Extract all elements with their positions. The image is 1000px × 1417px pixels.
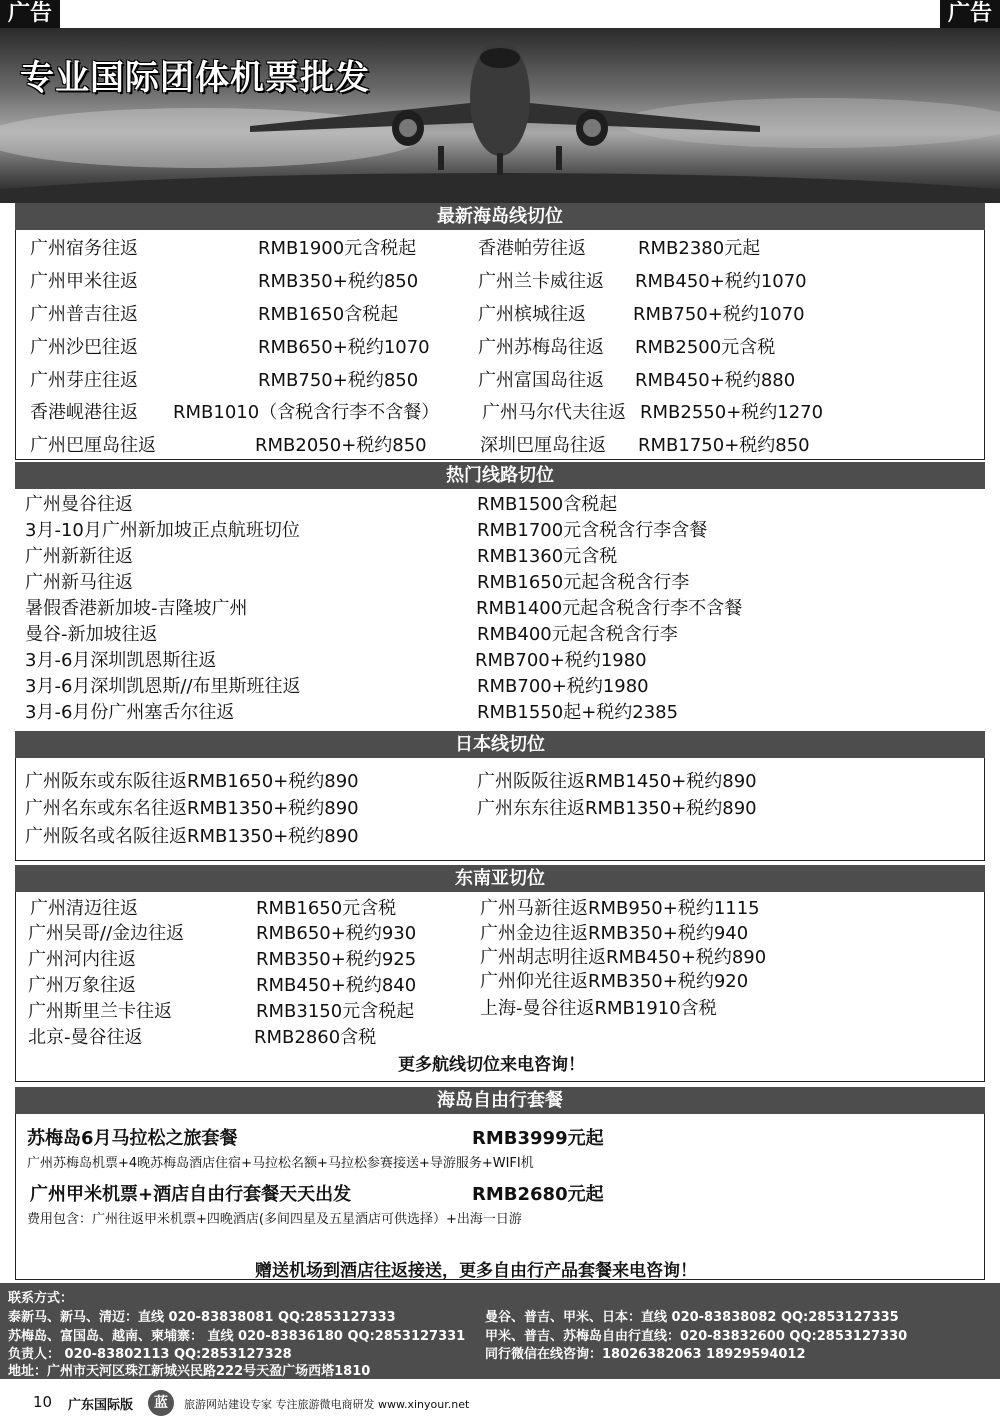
hot-name: 暑假香港新加坡-吉隆坡广州 [25, 598, 248, 619]
footer [0, 1388, 1000, 1417]
island-a-name: 广州沙巴往返 [30, 337, 138, 358]
sea-left-name: 广州清迈往返 [30, 898, 138, 919]
island-b-price: RMB450+税约880 [635, 370, 796, 391]
section-header-island: 最新海岛线切位 [15, 203, 985, 230]
banner-title: 专业国际团体机票批发 [20, 58, 370, 98]
hot-price: RMB1700元含税含行李含餐 [477, 520, 708, 541]
hot-name: 3月-6月深圳凯恩斯往返 [25, 650, 217, 671]
island-b-price: RMB450+税约1070 [635, 271, 807, 292]
page-number: 10 [33, 1393, 53, 1411]
package-1-desc: 广州苏梅岛机票+4晚苏梅岛酒店住宿+马拉松名额+马拉松参赛接送+导游服务+WIFI机 [27, 1156, 534, 1171]
sea-left-name: 广州吴哥//金边往返 [28, 923, 185, 944]
hot-name: 广州曼谷往返 [25, 494, 133, 515]
ad-tag-left: 广告 [0, 0, 60, 28]
island-b-price: RMB2380元起 [638, 238, 761, 259]
island-b-price: RMB750+税约1070 [633, 304, 805, 325]
hot-price: RMB400元起含税含行李 [477, 624, 678, 645]
japan-left-item: 广州名东或东名往返RMB1350+税约890 [25, 798, 359, 819]
island-b-price: RMB2500元含税 [635, 337, 776, 358]
sea-right-item: 广州胡志明往返RMB450+税约890 [480, 947, 767, 968]
island-b-name: 广州兰卡威往返 [478, 271, 604, 292]
sea-left-price: RMB450+税约840 [256, 975, 417, 996]
island-a-price: RMB1650含税起 [258, 304, 399, 325]
sea-left-name: 广州河内往返 [28, 949, 136, 970]
hot-price: RMB1550起+税约2385 [477, 702, 679, 723]
island-a-price: RMB650+税约1070 [258, 337, 430, 358]
package-1-price: RMB3999元起 [472, 1128, 604, 1149]
island-a-name: 广州宿务往返 [30, 238, 138, 259]
island-b-price: RMB1750+税约850 [638, 435, 810, 456]
island-b-name: 广州苏梅岛往返 [478, 337, 604, 358]
japan-left-item: 广州阪名或名阪往返RMB1350+税约890 [25, 826, 359, 847]
hot-name: 广州新马往返 [25, 572, 133, 593]
package-2-title: 广州甲米机票+酒店自由行套餐天天出发 [30, 1184, 352, 1205]
section-header-sea: 东南亚切位 [15, 865, 985, 892]
island-a-price: RMB750+税约850 [258, 370, 419, 391]
logo-icon: 蓝 [148, 1390, 174, 1416]
hot-price: RMB1500含税起 [477, 494, 618, 515]
island-b-name: 深圳巴厘岛往返 [480, 435, 606, 456]
sea-right-item: 上海-曼谷往返RMB1910含税 [480, 998, 717, 1019]
hot-price: RMB1650元起含税含行李 [477, 572, 690, 593]
island-a-price: RMB2050+税约850 [255, 435, 427, 456]
contact-panel [0, 1283, 1000, 1379]
island-a-name: 广州甲米往返 [30, 271, 138, 292]
sea-note: 更多航线切位来电咨询！ [398, 1055, 585, 1075]
sea-right-item: 广州马新往返RMB950+税约1115 [480, 898, 760, 919]
island-b-price: RMB2550+税约1270 [640, 402, 824, 423]
island-a-price: RMB1010（含税含行李不含餐） [173, 402, 440, 423]
island-b-name: 广州槟城往返 [478, 304, 586, 325]
sea-left-price: RMB2860含税 [254, 1027, 377, 1048]
hot-name: 3月-6月深圳凯恩斯//布里斯班往返 [25, 676, 301, 697]
package-2-desc: 费用包含：广州往返甲米机票+四晚酒店(多间四星及五星酒店可供选择）+出海一日游 [27, 1212, 522, 1227]
contact-line: 苏梅岛、富国岛、越南、柬埔寨： 直线 020-83836180 QQ:2853127331 [8, 1329, 466, 1344]
contact-line: 曼谷、普吉、甲米、日本：直线 020-83838082 QQ:2853127335 [485, 1310, 899, 1325]
sea-left-price: RMB1650元含税 [256, 898, 397, 919]
sea-left-name: 北京-曼谷往返 [28, 1027, 143, 1048]
island-b-name: 广州富国岛往返 [478, 370, 604, 391]
package-note: 赠送机场到酒店往返接送，更多自由行产品套餐来电咨询！ [255, 1261, 697, 1281]
section-header-hot: 热门线路切位 [15, 462, 985, 489]
section-header-package: 海岛自由行套餐 [15, 1087, 985, 1114]
hot-name: 3月-6月份广州塞舌尔往返 [25, 702, 235, 723]
island-a-name: 香港岘港往返 [30, 402, 138, 423]
island-a-price: RMB1900元含税起 [258, 238, 417, 259]
footer-ad: 旅游网站建设专家 专注旅游微电商研发 www.xinyour.net [184, 1398, 470, 1411]
hot-price: RMB1360元含税 [477, 546, 618, 567]
contact-line: 甲米、普吉、苏梅岛自由行直线：020-83832600 QQ:2853127330 [485, 1329, 908, 1344]
sea-right-item: 广州金边往返RMB350+税约940 [480, 923, 749, 944]
island-a-name: 广州芽庄往返 [30, 370, 138, 391]
sea-left-price: RMB650+税约930 [256, 923, 417, 944]
island-a-name: 广州普吉往返 [30, 304, 138, 325]
island-b-name: 香港帕劳往返 [478, 238, 586, 259]
publication-name: 广东国际版 [68, 1398, 134, 1413]
island-a-name: 广州巴厘岛往返 [30, 435, 156, 456]
contact-line: 负责人： 020-83802113 QQ:2853127328 [8, 1347, 292, 1362]
hot-price: RMB700+税约1980 [475, 650, 647, 671]
package-1-title: 苏梅岛6月马拉松之旅套餐 [27, 1128, 238, 1149]
island-a-price: RMB350+税约850 [258, 271, 419, 292]
hot-price: RMB700+税约1980 [477, 676, 649, 697]
japan-left-item: 广州阪东或东阪往返RMB1650+税约890 [25, 771, 359, 792]
contact-address: 地址：广州市天河区珠江新城兴民路222号天盈广场西塔1810 [8, 1364, 371, 1379]
ad-tag-right: 广告 [940, 0, 1000, 28]
sea-left-price: RMB3150元含税起 [256, 1001, 415, 1022]
hot-price: RMB1400元起含税含行李不含餐 [476, 598, 743, 619]
banner [0, 28, 1000, 203]
japan-right-item: 广州阪阪往返RMB1450+税约890 [477, 771, 757, 792]
sea-left-name: 广州万象往返 [28, 975, 136, 996]
japan-right-item: 广州东东往返RMB1350+税约890 [477, 798, 757, 819]
hot-name: 3月-10月广州新加坡正点航班切位 [25, 520, 300, 541]
hot-name: 广州新新往返 [25, 546, 133, 567]
contact-line: 同行微信在线咨询：18026382063 18929594012 [485, 1347, 806, 1362]
sea-left-price: RMB350+税约925 [256, 949, 417, 970]
package-2-price: RMB2680元起 [472, 1184, 604, 1205]
contact-label: 联系方式： [8, 1291, 74, 1306]
hot-name: 曼谷-新加坡往返 [25, 624, 158, 645]
island-b-name: 广州马尔代夫往返 [482, 402, 626, 423]
section-header-japan: 日本线切位 [15, 731, 985, 758]
sea-left-name: 广州斯里兰卡往返 [28, 1001, 172, 1022]
contact-line: 泰新马、新马、清迈：直线 020-83838081 QQ:2853127333 [8, 1310, 396, 1325]
sea-right-item: 广州仰光往返RMB350+税约920 [480, 971, 749, 992]
